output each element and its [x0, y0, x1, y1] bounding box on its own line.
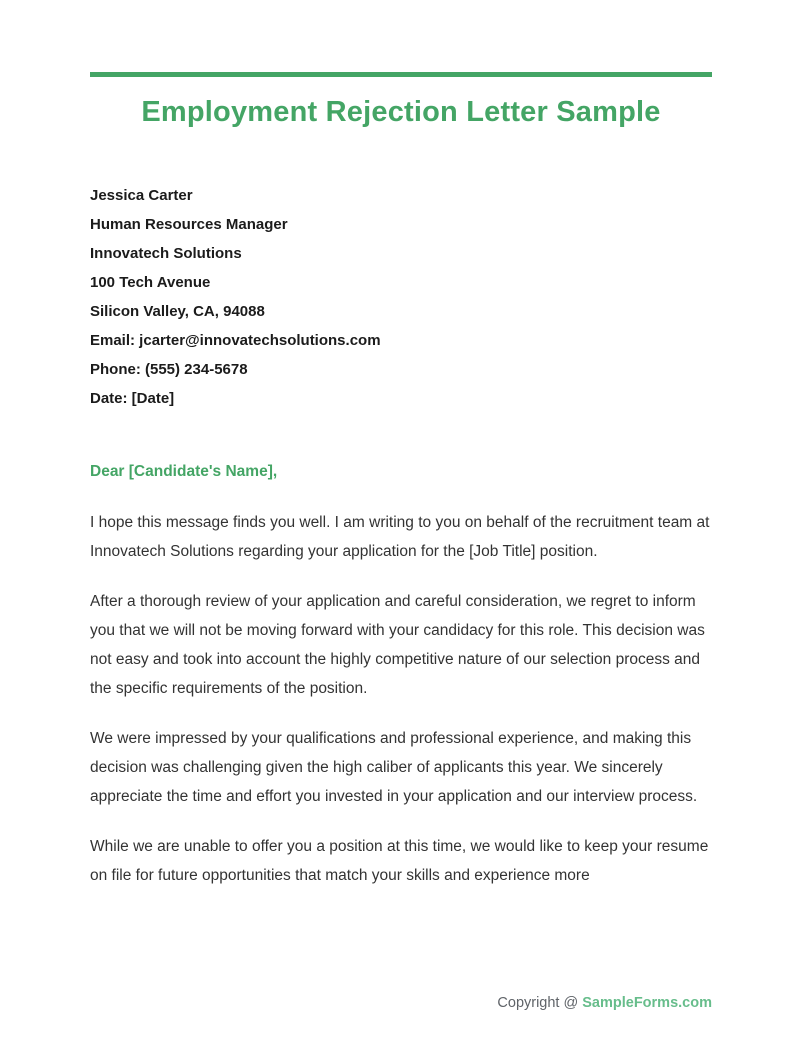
sender-name: Jessica Carter: [90, 187, 193, 204]
copyright-text: Copyright @: [497, 995, 583, 1011]
paragraph-2: After a thorough review of your application and careful consideration, we regret to inform you that we will not be moving forward with your candidacy for this role. This decision was not easy and took into account the highly competitive nature of our selection process and the specific requirements of the position.: [90, 593, 705, 697]
letter-body: [90, 508, 714, 911]
salutation: Dear [Candidate's Name],: [90, 463, 278, 480]
sender-role: Human Resources Manager: [90, 216, 288, 233]
sender-info-block: [90, 181, 714, 413]
sender-city-line: Silicon Valley, CA, 94088: [90, 303, 265, 320]
footer: [497, 995, 712, 1011]
page-title: Employment Rejection Letter Sample: [141, 96, 661, 128]
paragraph-1: I hope this message finds you well. I am writing to you on behalf of the recruitment team at Innovatech Solutions regarding your application for the [Job Title] position.: [90, 514, 710, 560]
sender-email-line: Email: jcarter@innovatechsolutions.com: [90, 332, 381, 349]
sender-address-line: 100 Tech Avenue: [90, 274, 211, 291]
sender-company: Innovatech Solutions: [90, 245, 242, 262]
paragraph-4: While we are unable to offer you a position at this time, we would like to keep your resume on file for future opportunities that match your skills and experience more: [90, 838, 709, 884]
sender-phone-line: Phone: (555) 234-5678: [90, 361, 248, 378]
paragraph-3: We were impressed by your qualifications and professional experience, and making this decision was challenging given the high caliber of applicants this year. We sincerely appreciate the time and effort you invested in your application and our interview process.: [90, 730, 698, 805]
top-accent-bar: [90, 72, 712, 77]
letter-date-line: Date: [Date]: [90, 390, 175, 407]
brand-link[interactable]: SampleForms.com: [582, 995, 712, 1011]
